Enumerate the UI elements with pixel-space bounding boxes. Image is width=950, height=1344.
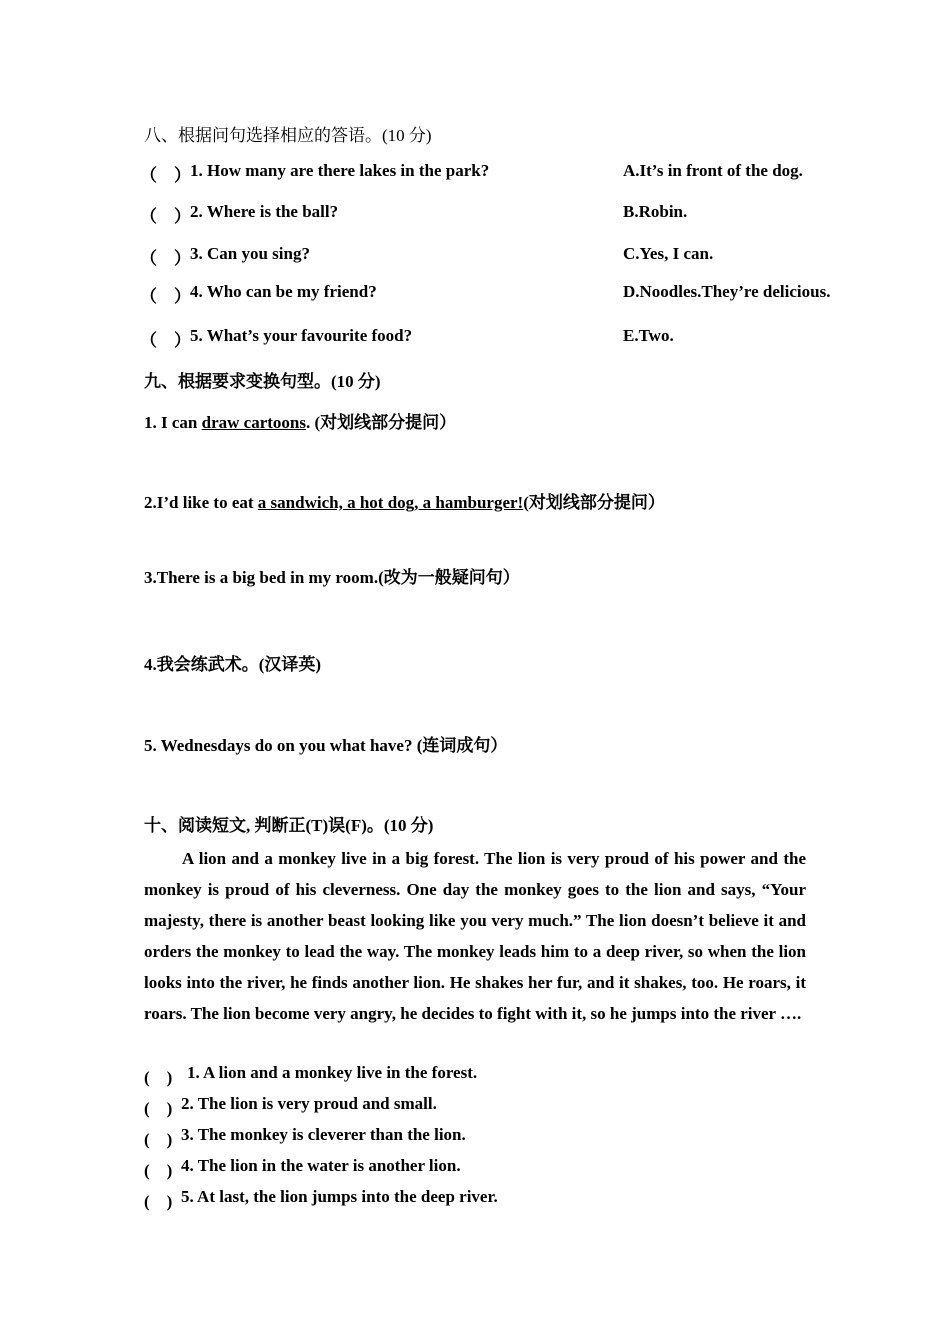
- question-paren: （ ）: [140, 249, 191, 268]
- statement-paren: ( ): [144, 1192, 173, 1211]
- answer-option: C.Yes, I can.: [623, 244, 714, 263]
- question-text: 3. Can you sing?: [190, 244, 310, 263]
- question-paren: （ ）: [140, 331, 191, 350]
- answer-option: E.Two.: [623, 326, 674, 345]
- section-8-title: 八、根据问句选择相应的答语。(10 分): [144, 126, 432, 145]
- item-text: 1. I can: [144, 413, 202, 432]
- transform-item: 3.There is a big bed in my room.(改为一般疑问句）: [144, 568, 520, 587]
- statement-paren: ( ): [144, 1099, 173, 1118]
- transform-item: 5. Wednesdays do on you what have? (连词成句）: [144, 736, 508, 755]
- question-text: 5. What’s your favourite food?: [190, 326, 413, 345]
- question-text: 2. Where is the ball?: [190, 202, 339, 221]
- answer-option: B.Robin.: [623, 202, 688, 221]
- statement-text: 4. The lion in the water is another lion.: [181, 1156, 461, 1175]
- transform-item: [144, 408, 456, 433]
- statement-paren: ( ): [144, 1130, 173, 1149]
- transform-item: 4.我会练武术。(汉译英): [144, 655, 322, 674]
- item-text: 2.I’d like to eat: [144, 493, 258, 512]
- statement-text: 5. At last, the lion jumps into the deep river.: [181, 1187, 498, 1206]
- question-text: 1. How many are there lakes in the park?: [190, 161, 490, 180]
- reading-passage: A lion and a monkey live in a big forest. The lion is very proud of his power and the monkey is proud of his cleverness. One day the monkey goes to the lion and says, “Your majesty, there is another beast looking like you very much.” The lion doesn’t believe it and orders the monkey to lead the way. The monkey leads him to a deep river, so when the lion looks into the river, he finds another lion. He shakes her fur, and it shakes, too. He roars, it roars. The lion become very angry, he decides to fight with it, so he jumps into the river ….: [144, 849, 806, 1023]
- question-paren: （ ）: [140, 287, 191, 306]
- section-9-title: 九、根据要求变换句型。(10 分): [144, 372, 381, 391]
- underlined-phrase: draw cartoons: [201, 413, 306, 432]
- section-10-title: 十、阅读短文, 判断正(T)误(F)。(10 分): [144, 816, 434, 835]
- item-instruction: . (对划线部分提问）: [305, 413, 457, 432]
- question-paren: （ ）: [140, 166, 191, 185]
- answer-option: A.It’s in front of the dog.: [623, 161, 803, 180]
- answer-option: D.Noodles.They’re delicious.: [623, 282, 831, 301]
- statement-paren: ( ): [144, 1161, 173, 1180]
- question-paren: （ ）: [140, 207, 191, 226]
- underlined-phrase: a sandwich, a hot dog, a hamburger!: [257, 493, 524, 512]
- item-instruction: (对划线部分提问）: [523, 493, 665, 512]
- statement-text: 3. The monkey is cleverer than the lion.: [181, 1125, 466, 1144]
- statement-text: 2. The lion is very proud and small.: [181, 1094, 437, 1113]
- statement-paren: ( ): [144, 1068, 173, 1087]
- transform-item: [144, 488, 665, 513]
- statement-text: 1. A lion and a monkey live in the forest.: [187, 1063, 478, 1082]
- question-text: 4. Who can be my friend?: [190, 282, 377, 301]
